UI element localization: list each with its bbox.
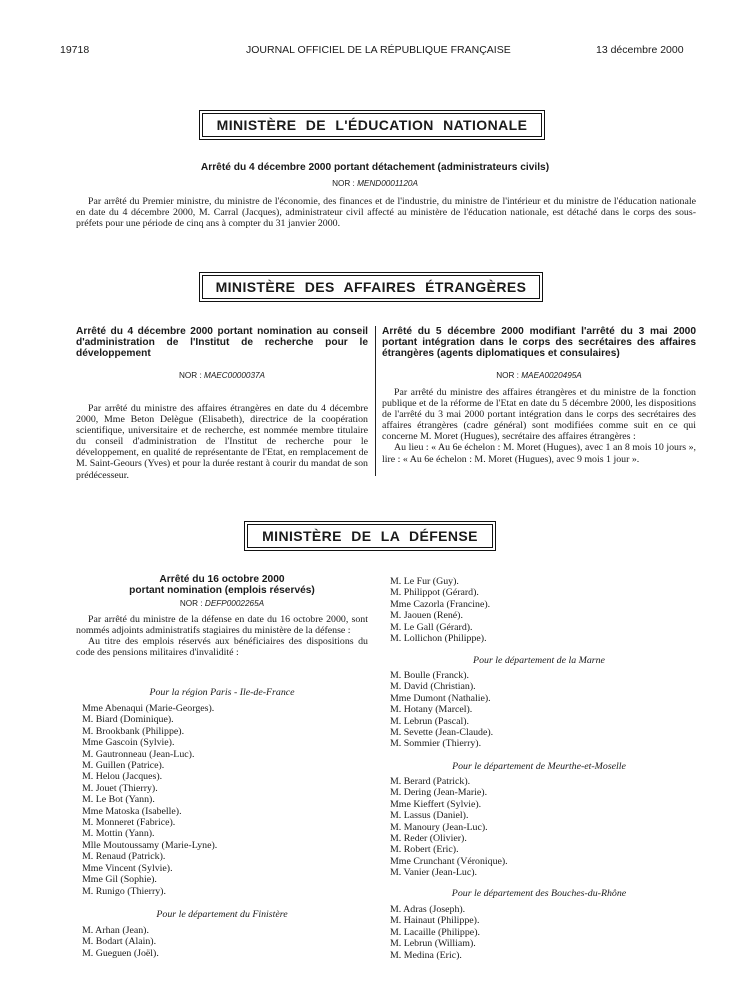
decree-title: Arrêté du 5 décembre 2000 modifiant l'arrêté du 3 mai 2000 portant intégration dans le corps des secrétaires des affaires étrangères (agents diplomatiques et consulaires)	[382, 326, 696, 359]
region-heading: Pour la région Paris - Ile-de-France	[149, 687, 295, 698]
list-item: Mme Gascoin (Sylvie).	[82, 737, 175, 749]
list-item: M. Guillen (Patrice).	[82, 760, 165, 772]
list-item: Mme Cazorla (Francine).	[390, 598, 491, 610]
list-item: M. Renaud (Patrick).	[82, 851, 166, 863]
list-item: M. Boulle (Franck).	[390, 670, 469, 681]
name-list-finistere-continued	[390, 576, 490, 644]
region-heading: Pour le département du Finistère	[156, 909, 288, 920]
list-item: M. Le Gall (Gérard).	[390, 621, 473, 633]
decree-title: Arrêté du 16 octobre 2000 portant nomination (emplois réservés)	[129, 574, 315, 596]
list-item: M. Mottin (Yann).	[82, 828, 155, 840]
list-item: M. Jouet (Thierry).	[82, 782, 158, 794]
nor-reference: NOR : MAEA0020495A	[496, 371, 582, 380]
nor-reference: NOR : DEFP0002265A	[179, 599, 265, 608]
list-item: Mme Kieffert (Sylvie).	[390, 798, 482, 810]
list-item: M. Lebrun (Pascal).	[390, 715, 469, 727]
list-item: M. Adras (Joseph).	[390, 904, 466, 915]
journal-title: JOURNAL OFFICIEL DE LA RÉPUBLIQUE FRANÇAISE	[246, 44, 511, 56]
list-item: Mlle Moutoussamy (Marie-Lyne).	[82, 839, 218, 851]
list-item: M. Gautronneau (Jean-Luc).	[82, 748, 195, 760]
list-item: M. Gueguen (Joël).	[82, 947, 159, 959]
issue-date: 13 décembre 2000	[596, 44, 684, 56]
list-item: M. Arhan (Jean).	[82, 925, 149, 936]
region-heading: Pour le département des Bouches-du-Rhône	[451, 888, 627, 899]
name-list-paris	[82, 703, 217, 897]
list-item: M. Jaouen (René).	[390, 610, 463, 622]
list-item: M. Sevette (Jean-Claude).	[390, 727, 494, 739]
list-item: Mme Crunchant (Véronique).	[390, 855, 508, 867]
list-item: M. Le Fur (Guy).	[390, 576, 459, 587]
list-item: M. Le Bot (Yann).	[82, 794, 155, 806]
decree-title: Arrêté du 4 décembre 2000 portant nomination au conseil d'administration de l'Institut de recherche pour le développement	[76, 326, 368, 359]
list-item: M. Hotany (Marcel).	[390, 704, 473, 716]
list-item: M. Monneret (Fabrice).	[82, 817, 176, 829]
list-item: M. Hainaut (Philippe).	[390, 915, 480, 927]
region-heading: Pour le département de la Marne	[473, 655, 605, 666]
list-item: M. Robert (Eric).	[390, 844, 459, 856]
list-item: M. Berard (Patrick).	[390, 776, 471, 787]
ministry-heading-defense: MINISTÈRE DE LA DÉFENSE	[247, 524, 493, 548]
list-item: M. Vanier (Jean-Luc).	[390, 867, 478, 879]
name-list-finistere	[82, 925, 159, 959]
list-item: Mme Matoska (Isabelle).	[82, 805, 182, 817]
column-divider	[375, 326, 376, 476]
decree-body: Par arrêté du ministre de la défense en date du 16 octobre 2000, sont nommés adjoints administratifs stagiaires du ministère de la défense : Au titre des emplois réservés aux bénéficiaires des dispositions du code des pensions militaires d'invalidité :	[76, 614, 368, 659]
ministry-heading-foreign-affairs: MINISTÈRE DES AFFAIRES ÉTRANGÈRES	[202, 275, 540, 299]
nor-reference: NOR : MEND0001120A	[332, 179, 418, 188]
list-item: M. Lassus (Daniel).	[390, 810, 469, 822]
list-item: M. Bodart (Alain).	[82, 936, 157, 948]
region-heading: Pour le département de Meurthe-et-Moselle	[452, 761, 626, 772]
list-item: M. Philippot (Gérard).	[390, 587, 479, 599]
list-item: Mme Vincent (Sylvie).	[82, 862, 173, 874]
name-list-meurthe	[390, 776, 508, 879]
name-list-bouches-du-rhone	[390, 904, 480, 961]
list-item: M. Sommier (Thierry).	[390, 738, 482, 750]
list-item: M. Reder (Olivier).	[390, 833, 467, 845]
page-number: 19718	[60, 44, 90, 56]
decree-body: Par arrêté du Premier ministre, du ministre de l'économie, des finances et de l'industrie, du ministre de l'intérieur et du ministre de l'éducation nationale en date du 4 décembre 2000, M. Carral (Jacques), administrateur civil affecté au ministère de l'éducation nationale, est détaché dans le corps des sous-préfets pour une période de cinq ans à compter du 31 janvier 2000.	[76, 196, 696, 230]
decree-title: Arrêté du 4 décembre 2000 portant détachement (administrateurs civils)	[200, 162, 550, 173]
ministry-heading-education: MINISTÈRE DE L'ÉDUCATION NATIONALE	[202, 113, 542, 137]
decree-body: Par arrêté du ministre des affaires étrangères en date du 4 décembre 2000, Mme Beton Delègue (Elisabeth), directrice de la coopération scientifique, universitaire et de recherche, est nommée membre titulaire du conseil d'administration de l'Institut de recherche pour le développement, en qualité de représentante de l'Etat, en remplacement de M. Saint-Geours (Yves) et pour la durée restant à courir du mandat de son prédécesseur.	[76, 403, 368, 481]
list-item: M. Runigo (Thierry).	[82, 885, 166, 897]
list-item: M. Lacaille (Philippe).	[390, 926, 480, 938]
list-item: Mme Gil (Sophie).	[82, 874, 157, 886]
list-item: Mme Dumont (Nathalie).	[390, 692, 491, 704]
list-item: M. Helou (Jacques).	[82, 771, 163, 783]
list-item: M. Lebrun (William).	[390, 938, 476, 950]
nor-reference: NOR : MAEC0000037A	[178, 371, 266, 380]
list-item: M. Biard (Dominique).	[82, 714, 174, 726]
list-item: M. Dering (Jean-Marie).	[390, 787, 488, 799]
list-item: M. David (Christian).	[390, 681, 476, 693]
list-item: M. Brookbank (Philippe).	[82, 725, 185, 737]
list-item: M. Lollichon (Philippe).	[390, 633, 487, 645]
list-item: M. Manoury (Jean-Luc).	[390, 821, 488, 833]
list-item: M. Medina (Eric).	[390, 949, 462, 961]
name-list-marne	[390, 670, 493, 750]
decree-body: Par arrêté du ministre des affaires étrangères et du ministre de la fonction publique et de la réforme de l'Etat en date du 5 décembre 2000, les dispositions de l'arrêté du 3 mai 2000 portant intégration dans le corps des secrétaires des affaires étrangères (cadre général) sont modifiées comme suit en ce qui concerne M. Moret (Hugues), secrétaire des affaires étrangères : Au lieu : « Au 6e échelon : M. Moret (Hugues), avec 1 an 8 mois 10 jours », lire : « Au 6e échelon : M. Moret (Hugues), avec 9 mois 1 jour ».	[382, 387, 696, 465]
list-item: Mme Abenaqui (Marie-Georges).	[82, 703, 215, 714]
